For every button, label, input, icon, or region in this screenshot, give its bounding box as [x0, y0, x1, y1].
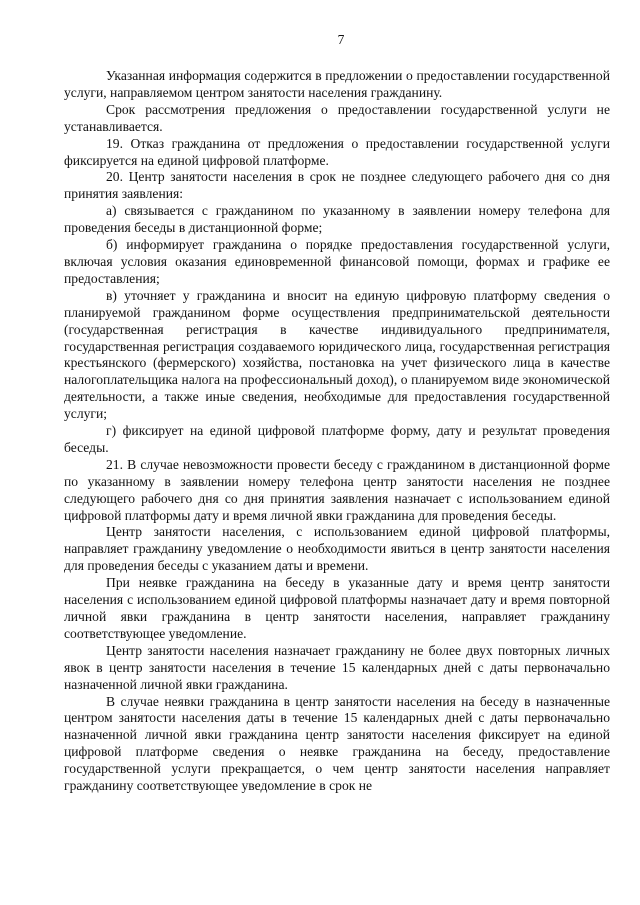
page-number: 7	[337, 32, 345, 47]
paragraph-info-in-offer: Указанная информация содержится в предложении о предоставлении государственной услуги, направляемом центром занятости населения гражданину.	[64, 68, 610, 100]
paragraph-20v-clarify: в) уточняет у гражданина и вносит на единую цифровую платформу сведения о планируемой гражданином форме осуществления предпринимательской деятельности (государственная регистрация в качестве индивидуального предпринимателя, государственная регистрация создаваемого юридического лица, государственная регистрация крестьянского (фермерского) хозяйства, постановка на учет физического лица в качестве налогоплательщика налога на профессиональный доход), о планируемом виде экономической деятельности, а также иные сведения, необходимые для предоставления государственной услуги;	[64, 287, 610, 422]
paragraph-20b-inform: б) информирует гражданина о порядке предоставления государственной услуги, включая условия оказания единовременной финансовой помощи, формах и графике ее предоставления;	[64, 237, 610, 286]
paragraph-notification: Центр занятости населения, с использованием единой цифровой платформы, направляет гражданину уведомление о необходимости явиться в центр занятости населения для проведения беседы с указанием даты и времени.	[64, 524, 610, 574]
paragraph-20-center-actions: 20. Центр занятости населения в срок не позднее следующего рабочего дня со дня принятия заявления:	[64, 169, 610, 202]
paragraph-19-refusal: 19. Отказ гражданина от предложения о предоставлении государственной услуги фиксируется на единой цифровой платформе.	[64, 135, 610, 168]
paragraph-20g-record: г) фиксирует на единой цифровой платформе форму, дату и результат проведения беседы.	[64, 423, 610, 455]
paragraph-20a-contact: а) связывается с гражданином по указанному в заявлении номеру телефона для проведения беседы в дистанционной форме;	[64, 203, 610, 236]
paragraph-no-show-repeat: При неявке гражданина на беседу в указанные дату и время центр занятости населения с использованием единой цифровой платформы назначает дату и время повторной личной явки гражданина в центр занятости населения, направляет гражданину соответствующее уведомление.	[64, 575, 610, 641]
paragraph-21-in-person: 21. В случае невозможности провести беседу с гражданином в дистанционной форме по указанному в заявлении номеру телефона центр занятости населения не позднее следующего рабочего дня со дня принятия заявления назначает с использованием единой цифровой платформы дату и время личной явки гражданина для проведения беседы.	[64, 456, 610, 523]
paragraph-termination: В случае неявки гражданина в центр занятости населения на беседу в назначенные центром занятости населения даты в течение 15 календарных дней с даты первоначально назначенной личной явки гражданина центр занятости населения фиксирует на единой цифровой платформе сведения о неявке гражданина на беседу, предоставление государственной услуги прекращается, о чем центр занятости населения направляет гражданину соответствующее уведомление в срок не	[64, 693, 610, 794]
paragraph-max-repeats: Центр занятости населения назначает гражданину не более двух повторных личных явок в центр занятости населения в течение 15 календарных дней с даты первоначально назначенной личной явки гражданина.	[64, 642, 610, 692]
paragraph-review-period: Срок рассмотрения предложения о предоставлении государственной услуги не устанавливается.	[64, 101, 610, 134]
